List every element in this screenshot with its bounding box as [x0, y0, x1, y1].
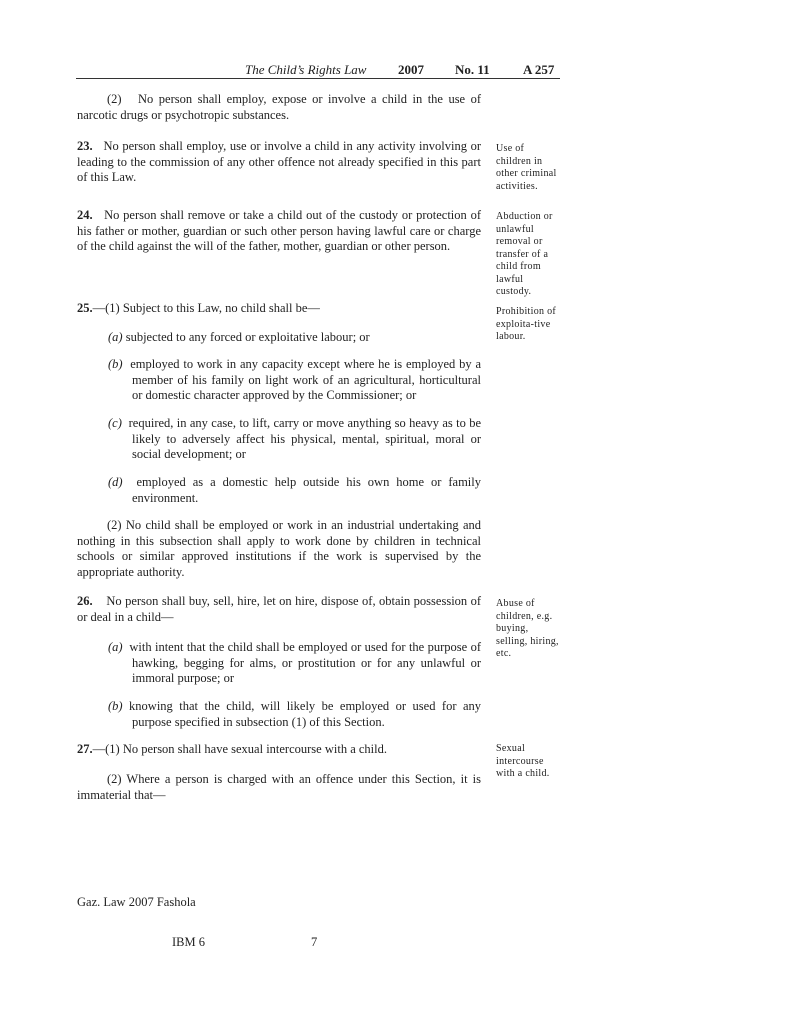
section-25-intro [77, 301, 481, 317]
list-item [108, 416, 481, 463]
section-26-intro [77, 594, 481, 625]
item-text: knowing that the child, will likely be employed or used for any purpose specified in subsection (1) of this Section. [129, 699, 481, 729]
section-25-subsection-2: (2) No child shall be employed or work in an industrial undertaking and nothing in this subsection shall apply to work done by children in technical schools or similar approved institutions if the work is supervised by the appropriate authority. [77, 518, 481, 579]
footer-gazette-reference: Gaz. Law 2007 Fashola [77, 895, 196, 909]
section-number: 25. [77, 301, 93, 315]
section-text: —(1) No person shall have sexual intercourse with a child. [92, 742, 387, 756]
item-text: employed to work in any capacity except where he is employed by a member of his family on light work of an agricultural, horticultural or domestic character approved by the Commissioner; or [130, 357, 481, 403]
margin-note-24: Abduction or unlawful removal or transfer of a child from lawful custody. [496, 211, 553, 297]
section-number: 26. [77, 594, 93, 608]
item-label: (b) [108, 357, 123, 371]
section-24 [77, 208, 481, 255]
margin-note-25: Prohibition of exploita-tive labour. [496, 306, 557, 342]
subsection-number: (2) [107, 92, 122, 106]
section-text: No person shall employ, use or involve a child in any activity involving or leading to the commission of any other offence not already specified in this part of this Law. [77, 139, 481, 185]
section-number: 27. [77, 742, 93, 756]
item-label: (d) [108, 475, 123, 489]
margin-note-23: Use of children in other criminal activities. [496, 143, 557, 192]
item-label: (a) [108, 330, 123, 344]
running-title: The Child’s Rights Law [245, 62, 367, 77]
list-item [108, 699, 481, 730]
item-label: (a) [108, 640, 123, 654]
footer-code: IBM 6 [172, 935, 205, 949]
list-item [108, 357, 481, 404]
item-text: employed as a domestic help outside his own home or family environment. [132, 475, 481, 505]
section-text: No person shall buy, sell, hire, let on hire, dispose of, obtain possession of or deal in a child— [77, 594, 482, 624]
section-27-intro [77, 742, 481, 758]
header-rule [76, 78, 560, 79]
item-label: (c) [108, 416, 122, 430]
header-page-number: A 257 [523, 62, 555, 77]
footer-sequence-number: 7 [311, 935, 318, 949]
header-year: 2007 [398, 62, 424, 77]
section-text: No person shall remove or take a child out of the custody or protection of his father or mother, guardian or such other person having lawful care or charge of the child against the will of the father, mother, guardian or other person. [77, 208, 482, 254]
header-law-number: No. 11 [455, 62, 490, 77]
list-item [108, 330, 481, 346]
margin-note-27: Sexual intercourse with a child. [496, 743, 550, 779]
item-text: required, in any case, to lift, carry or move anything so heavy as to be likely to adversely affect his physical, mental, spiritual, moral or social development; or [128, 416, 482, 462]
subsection-text: No person shall employ, expose or involve a child in the use of narcotic drugs or psychotropic substances. [77, 92, 481, 122]
item-label: (b) [108, 699, 123, 713]
section-23 [77, 139, 481, 186]
section-22-subsection-2 [77, 92, 481, 123]
list-item [108, 640, 481, 687]
list-item [108, 475, 481, 506]
margin-note-26: Abuse of children, e.g. buying, selling, hiring, etc. [496, 598, 559, 659]
section-number: 24. [77, 208, 93, 222]
item-text: subjected to any forced or exploitative labour; or [125, 330, 370, 344]
item-text: with intent that the child shall be employed or used for the purpose of hawking, begging for alms, or prostitution or for any unlawful or immoral purpose; or [129, 640, 481, 686]
section-text: —(1) Subject to this Law, no child shall be— [92, 301, 320, 315]
section-27-subsection-2: (2) Where a person is charged with an offence under this Section, it is immaterial that— [77, 772, 481, 802]
section-number: 23. [77, 139, 93, 153]
